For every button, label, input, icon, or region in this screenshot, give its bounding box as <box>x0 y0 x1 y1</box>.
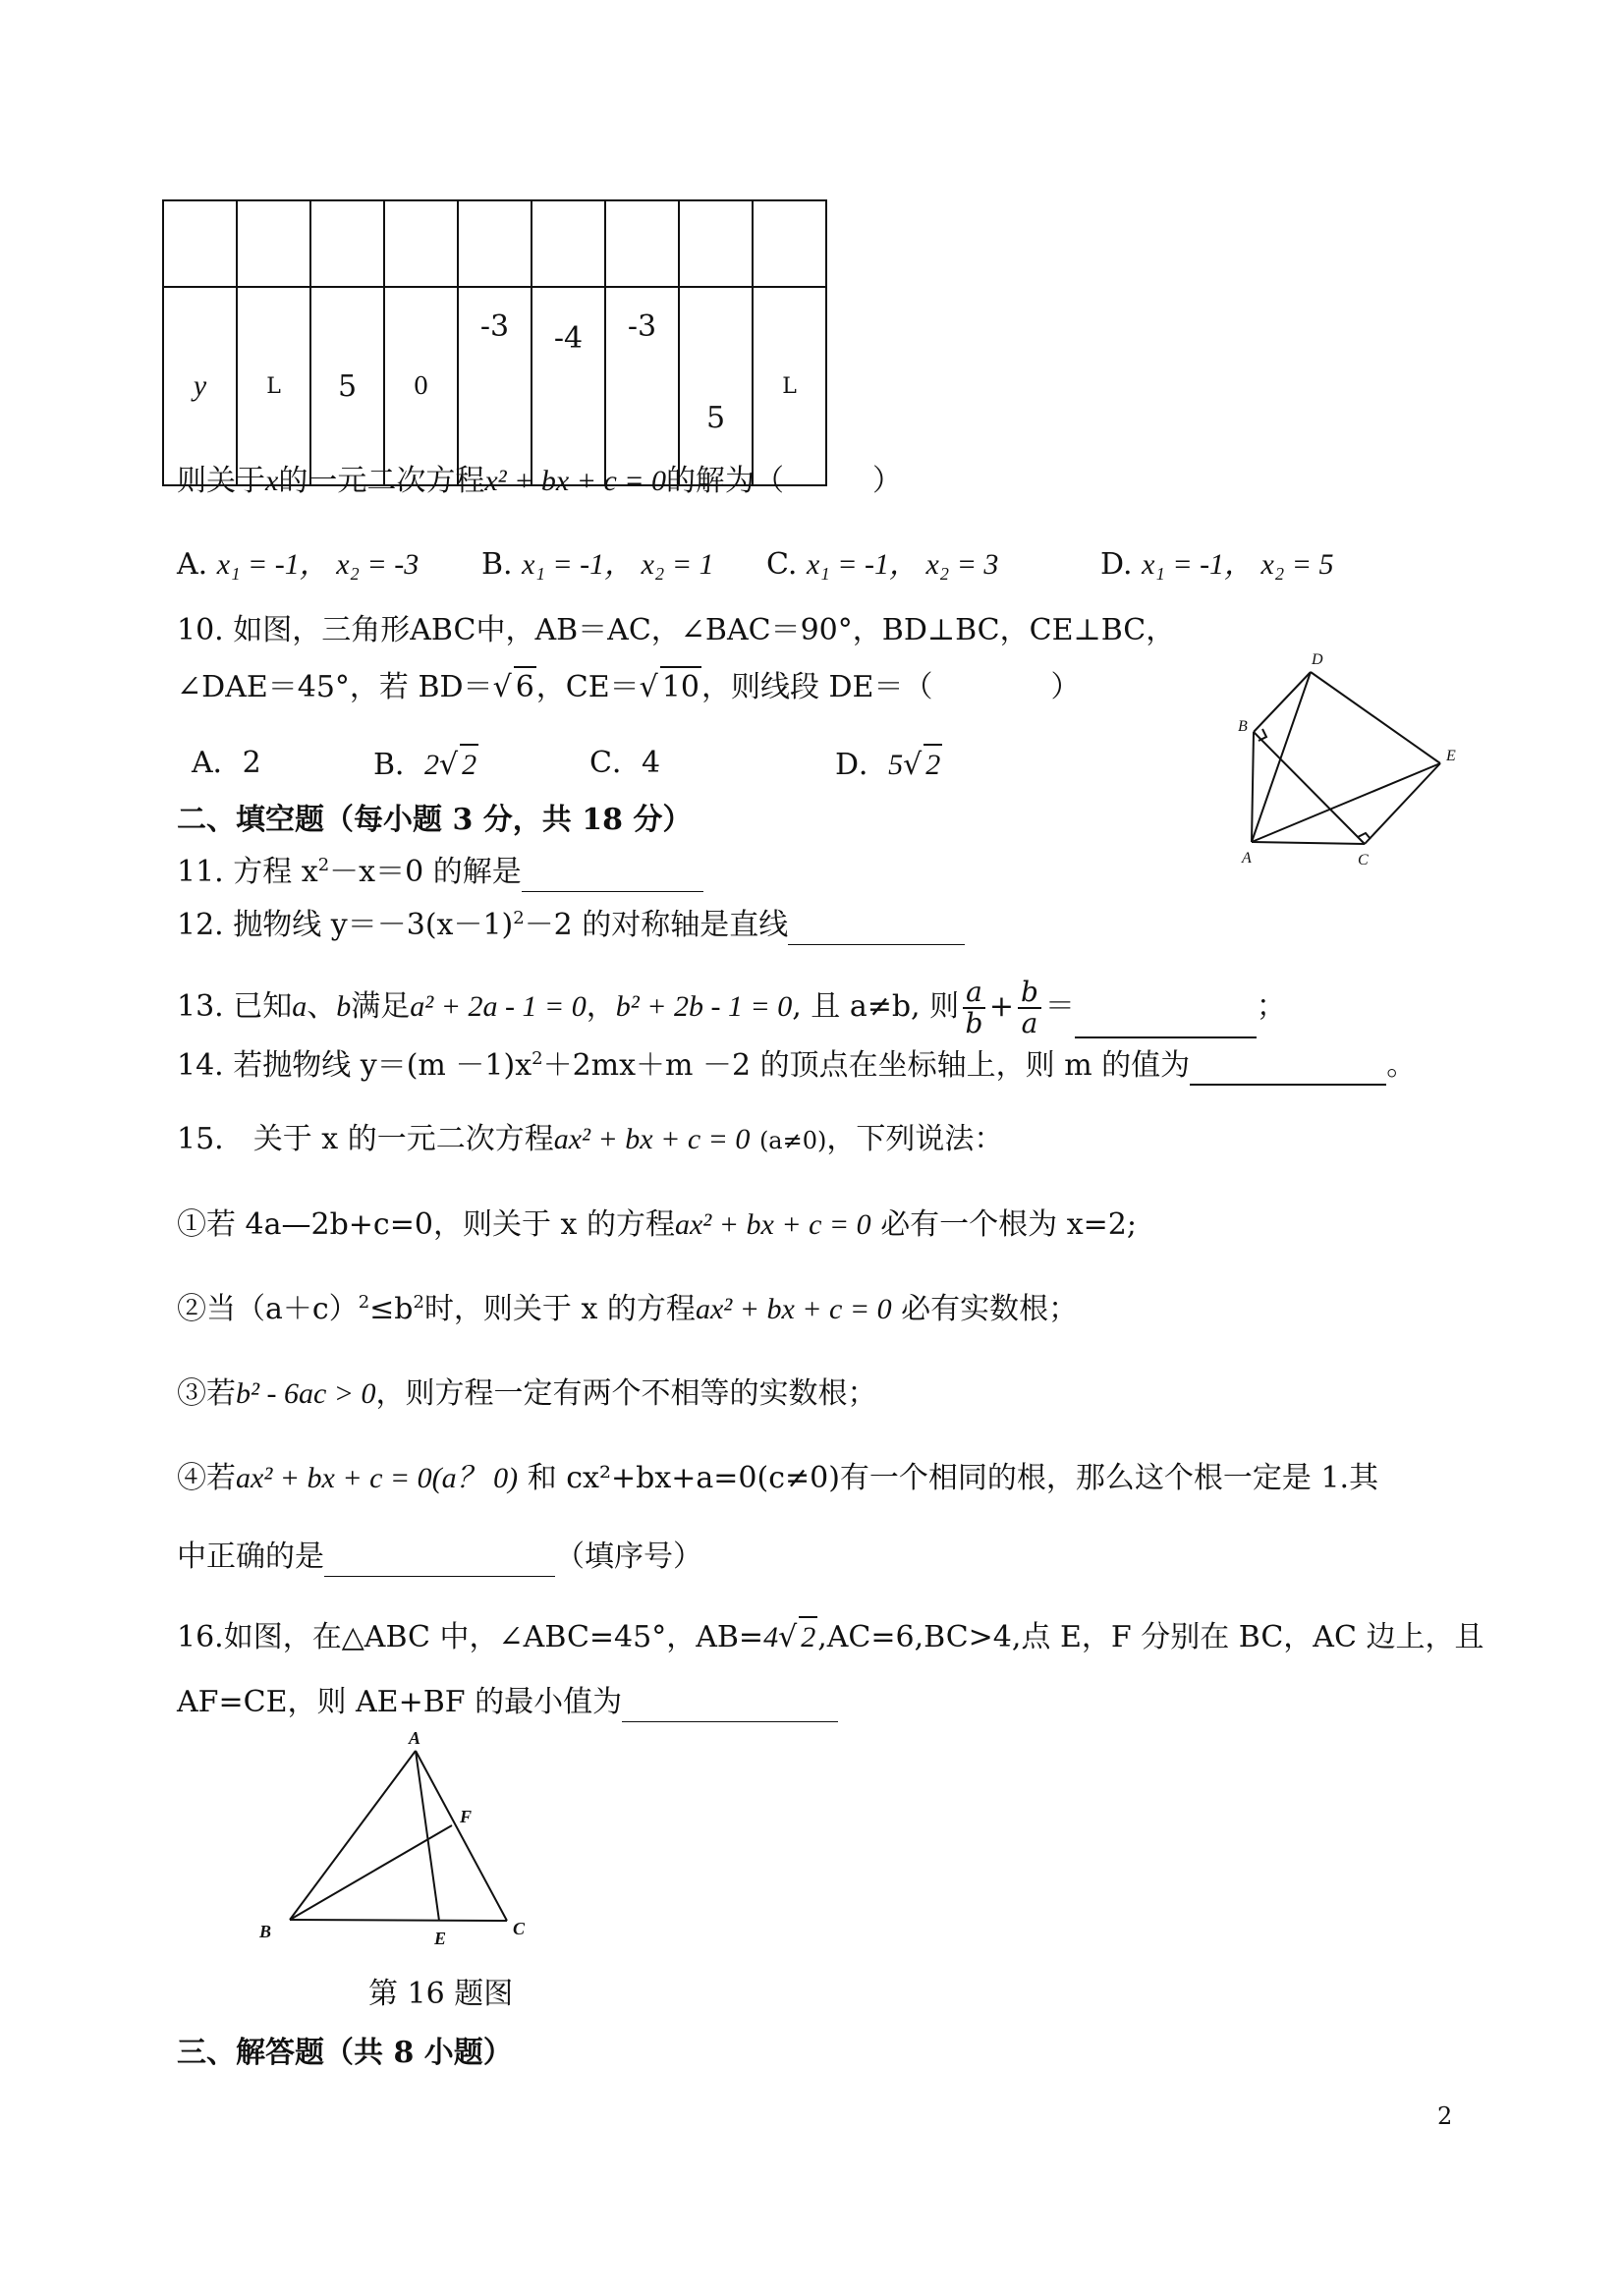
figure-label-b: B <box>1238 718 1248 735</box>
table-cell: 5 <box>310 287 384 485</box>
table-cell <box>163 200 237 287</box>
figure-label-d: D <box>1312 651 1323 668</box>
figure-label-a: A <box>409 1728 421 1748</box>
q9-option-b: B. x₁ = -1， x₂ = 1 <box>481 547 714 582</box>
fraction: $\frac{b}{a}$ <box>1018 978 1041 1038</box>
table-cell: y <box>163 287 237 485</box>
table-cell <box>458 200 532 287</box>
table-cell <box>679 200 753 287</box>
q10-line2: ∠DAE＝45°，若 BD＝√ 6，CE＝√ 10，则线段 DE＝（ ） <box>177 666 1080 707</box>
q9-stem: 则关于x的一元二次方程x² + bx + c = 0的解为（ ） <box>177 464 903 498</box>
q10-line1: 10. 如图，三角形ABC中，AB＝AC，∠BAC＝90°，BD⊥BC，CE⊥BC， <box>177 613 1176 647</box>
figure-label-e: E <box>434 1929 447 1948</box>
value-table <box>162 199 827 486</box>
q14: 14. 若抛物线 $y=(m -1)x^2+2mx+m -2$ 的顶点在坐标轴上，则 m 的值为 。 <box>177 1046 1416 1086</box>
figure-label-c: C <box>1358 852 1369 868</box>
table-row <box>163 200 826 287</box>
table-cell <box>310 200 384 287</box>
q16-line2: AF=CE，则 AE+BF 的最小值为 <box>177 1683 838 1722</box>
table-cell <box>605 200 679 287</box>
sqrt: √ 6 <box>493 666 536 707</box>
table-cell: -3 <box>458 287 532 485</box>
q9-option-d: D. x₁ = -1， x₂ = 5 <box>1100 547 1334 582</box>
q11: 11. 方程 $x^2-x=0$ 的解是 <box>177 853 703 892</box>
section-2-heading: 二、填空题（每小题 3 分，共 18 分） <box>177 803 693 837</box>
page-number: 2 <box>1437 2102 1453 2130</box>
table-cell: -3 <box>605 287 679 485</box>
figure-label-f: F <box>460 1807 473 1826</box>
figure-label-a: A <box>1242 850 1252 867</box>
q9-option-c: C. x₁ = -1， x₂ = 3 <box>766 547 999 582</box>
table-cell: -4 <box>532 287 605 485</box>
table-cell: L <box>237 287 310 485</box>
q10-option-d: D．5√ 2 <box>835 744 942 785</box>
q10-option-c: C．4 <box>589 746 661 780</box>
q9-option-a: A. x₁ = -1， x₂ = -3 <box>177 547 420 582</box>
q10-option-b: B．2√ 2 <box>373 744 478 785</box>
q10-option-a: A．2 <box>192 746 261 780</box>
table-row <box>163 287 826 485</box>
table-cell: 0 <box>384 287 458 485</box>
q15-statement-3: ③若b² - 6ac > 0，则方程一定有两个不相等的实数根； <box>177 1376 877 1411</box>
figure-label-e: E <box>1446 748 1456 764</box>
fraction: $\frac{a}{b}$ <box>963 978 985 1038</box>
q16-figure <box>246 1724 550 1960</box>
q16-figure-caption: 第 16 题图 <box>368 1977 514 2011</box>
figure-label-b: B <box>259 1922 272 1941</box>
figure-label-c: C <box>513 1919 526 1938</box>
q15-stem: 15. 关于 x 的一元二次方程ax² + bx + c = 0 (a≠0)，下列说法： <box>177 1122 1004 1156</box>
sqrt: √ 10 <box>640 666 701 707</box>
q15-answer-line: 中正确的是 （填序号） <box>177 1538 702 1577</box>
table-cell <box>532 200 605 287</box>
table-cell <box>237 200 310 287</box>
section-3-heading: 三、解答题（共 8 小题） <box>177 2036 513 2070</box>
q16-line1: 16.如图，在△ABC 中，∠ABC=45°，AB=4√ 2,AC=6,BC>4,点 E，F 分别在 BC，AC 边上，且 <box>177 1616 1483 1657</box>
table-cell: 5 <box>679 287 753 485</box>
table-cell <box>753 200 826 287</box>
q10-figure <box>1228 639 1483 874</box>
q12: 12. 抛物线 $y=-3(x-1)^2-2$ 的对称轴是直线 <box>177 906 965 945</box>
q13: 13. 已知a、b满足a² + 2a - 1 = 0，b² + 2b - 1 = 0, 且 a≠b, 则 $\frac{a}{b}$ + $\frac{b}{a}$ ＝ ； <box>177 976 1286 1039</box>
table-cell: L <box>753 287 826 485</box>
q15-statement-1: ①若 4a—2b+c=0，则关于 x 的方程ax² + bx + c = 0 必有一个根为 x=2; <box>177 1207 1137 1242</box>
q15-statement-4: ④若ax² + bx + c = 0(a？ 0) 和 cx²+bx+a=0(c≠0)有一个相同的根，那么这个根一定是 1.其 <box>177 1461 1379 1495</box>
q15-statement-2: ②当$(a+c)^2\le b^2$时，则关于 x 的方程ax² + bx + c = 0 必有实数根； <box>177 1292 1079 1326</box>
table-cell <box>384 200 458 287</box>
